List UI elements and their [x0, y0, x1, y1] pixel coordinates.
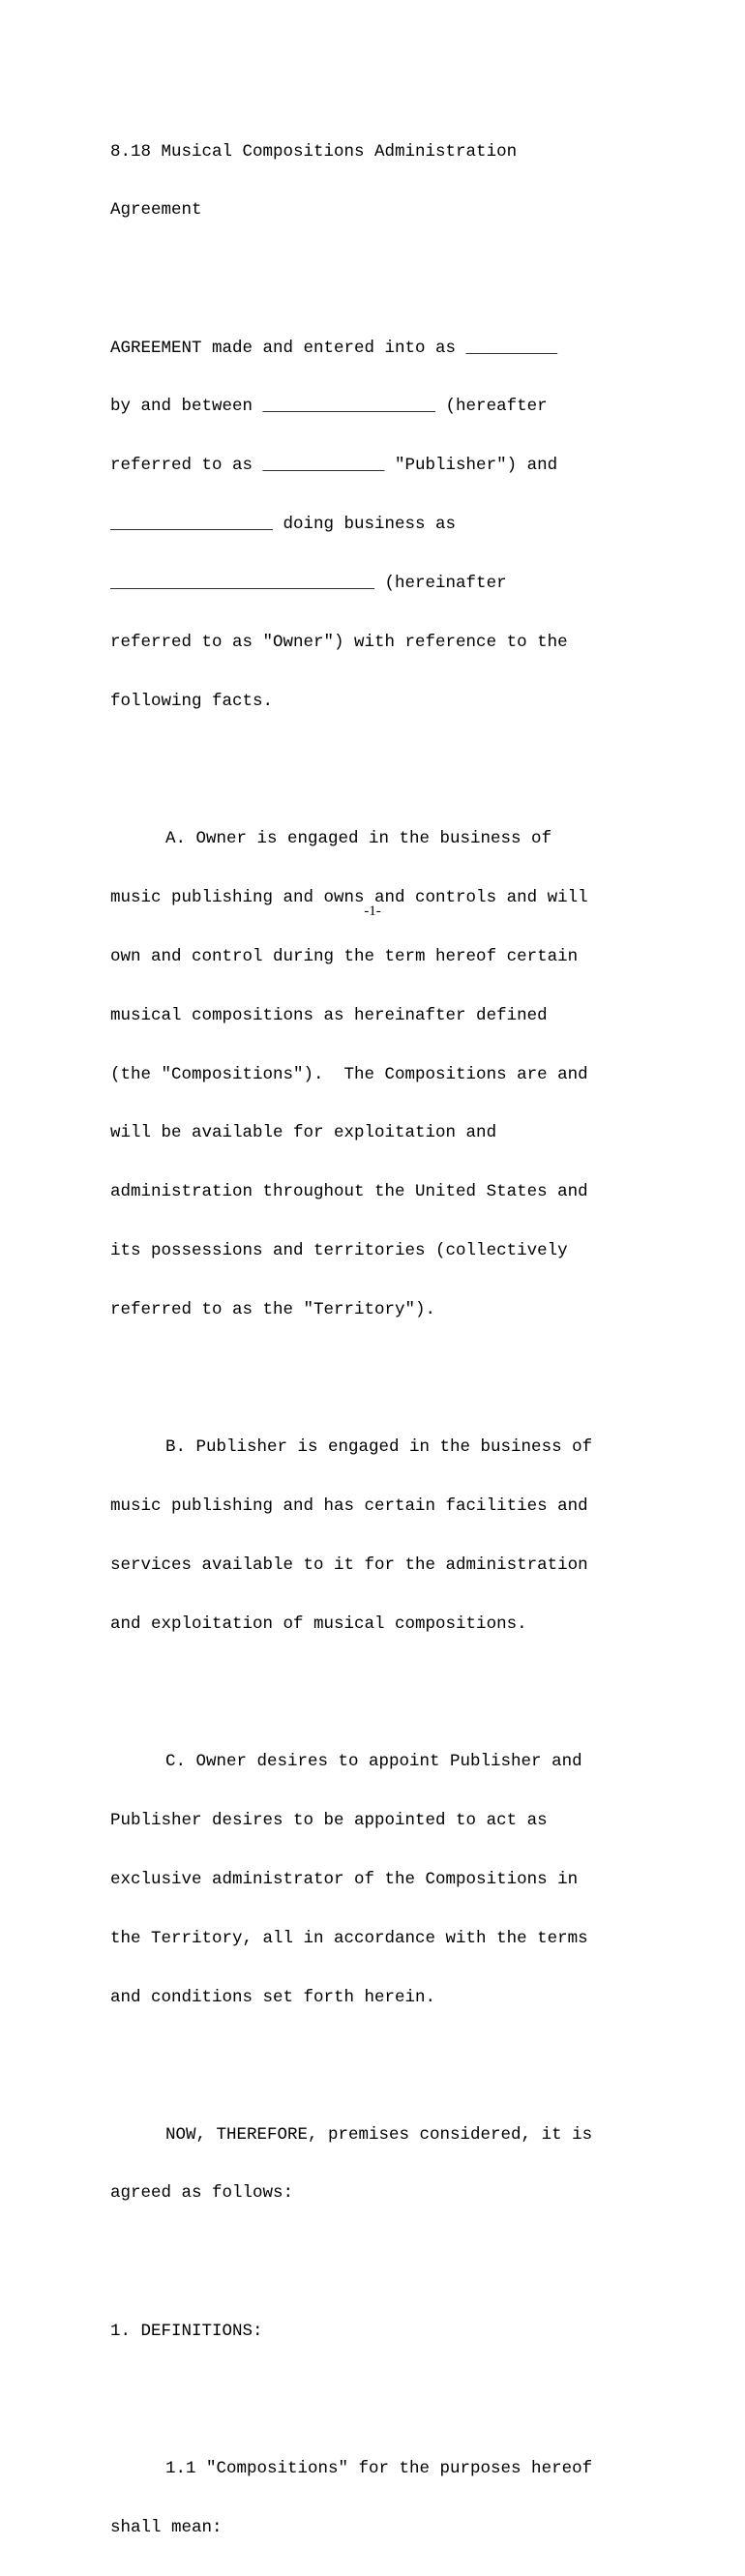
- recital-a-line: (the "Compositions"). The Compositions are and: [110, 1064, 588, 1084]
- now-therefore-line: NOW, THEREFORE, premises considered, it is: [165, 2124, 593, 2145]
- recital-a-line: musical compositions as hereinafter defined: [110, 1005, 548, 1025]
- intro-line: referred to as ____________ "Publisher") and: [110, 456, 558, 476]
- paragraph-gap: [110, 259, 652, 279]
- recital-a-line: referred to as the "Territory").: [110, 1300, 436, 1320]
- recital-c-line: and conditions set forth herein.: [110, 1987, 436, 2007]
- intro-line: AGREEMENT made and entered into as _________: [110, 338, 558, 358]
- recital-a-line: music publishing and owns and controls and will: [110, 887, 588, 907]
- definition-1-1-line: 1.1 "Compositions" for the purposes hereof: [165, 2458, 593, 2478]
- recital-a-line: will be available for exploitation and: [110, 1123, 497, 1143]
- recital-c-line: Publisher desires to be appointed to act as: [110, 1810, 548, 1830]
- recital-c-line: the Territory, all in accordance with the terms: [110, 1928, 588, 1948]
- intro-line: following facts.: [110, 691, 274, 711]
- recital-b-line: services available to it for the administration: [110, 1554, 588, 1575]
- paragraph-gap: [110, 751, 652, 770]
- now-therefore-line: agreed as follows:: [110, 2183, 294, 2204]
- recital-a-line: its possessions and territories (collectively: [110, 1241, 568, 1261]
- intro-line: referred to as "Owner") with reference to the: [110, 633, 568, 653]
- intro-line: __________________________ (hereinafter: [110, 574, 507, 594]
- recital-a-line: own and control during the term hereof certain: [110, 946, 579, 966]
- recital-c-line: exclusive administrator of the Compositions in: [110, 1869, 579, 1889]
- page-number: -1-: [364, 903, 381, 919]
- definition-1-1-line: shall mean:: [110, 2517, 223, 2537]
- paragraph-gap: [110, 2046, 652, 2065]
- recital-a-line: A. Owner is engaged in the business of: [165, 828, 552, 848]
- recital-c-line: C. Owner desires to appoint Publisher and: [165, 1751, 582, 1771]
- section-heading-definitions: 1. DEFINITIONS:: [110, 2321, 263, 2341]
- paragraph-gap: [110, 1359, 652, 1378]
- paragraph-gap: [110, 2242, 652, 2262]
- intro-line: by and between _________________ (hereafter: [110, 397, 548, 417]
- paragraph-gap: [110, 1673, 652, 1693]
- document-body: [110, 103, 652, 2576]
- document-title-line-2: Agreement: [110, 200, 202, 221]
- paragraph-gap: [110, 2380, 652, 2399]
- recital-b-line: music publishing and has certain facilities and: [110, 1496, 588, 1517]
- recital-a-line: administration throughout the United States and: [110, 1182, 588, 1202]
- intro-line: ________________ doing business as: [110, 515, 457, 535]
- document-title-line-1: 8.18 Musical Compositions Administration: [110, 141, 518, 162]
- recital-b-line: B. Publisher is engaged in the business of: [165, 1437, 593, 1458]
- recital-b-line: and exploitation of musical compositions.: [110, 1614, 527, 1634]
